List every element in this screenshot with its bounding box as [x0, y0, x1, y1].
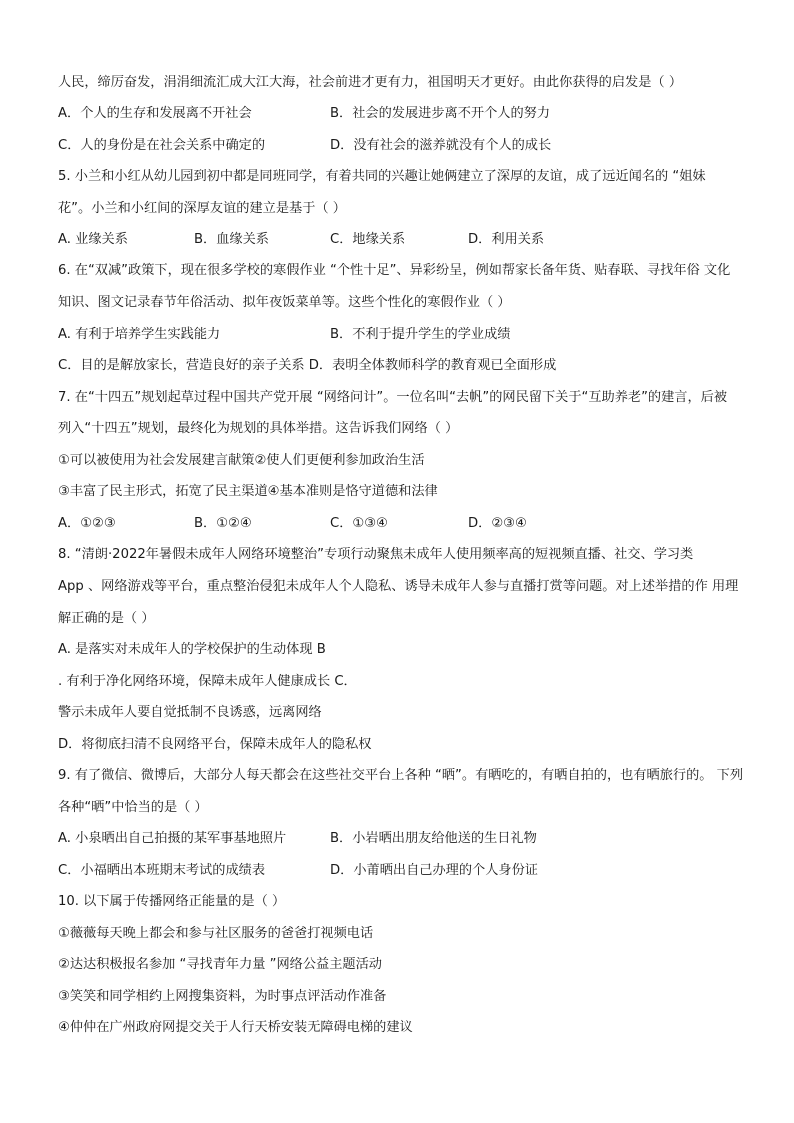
q8-option-line3: 警示未成年人要自觉抵制不良诱惑，远离网络 — [58, 705, 322, 720]
q9-option-d: D．小莆晒出自己办理的个人身份证 — [330, 863, 538, 878]
q7-statement-1-2: ①可以被使用为社会发展建言献策②使人们更便利参加政治生活 — [58, 453, 425, 468]
q5-option-b: B．血缘关系 — [194, 232, 269, 247]
q6-stem-line2: 知识、图文记录春节年俗活动、拟年夜饭菜单等。这些个性化的寒假作业（ ） — [58, 295, 511, 310]
q9-stem-line1: 9. 有了微信、微博后，大部分人每天都会在这些社交平台上各种 “晒”。有晒吃的，有晒自拍的，也有晒旅行的。 下列 — [58, 768, 744, 783]
q6-option-b: B．不利于提升学生的学业成绩 — [330, 327, 511, 342]
q8-option-line1: A. 是落实对未成年人的学校保护的生动体现 B — [58, 642, 326, 657]
q5-stem-line1: 5. 小兰和小红从幼儿园到初中都是同班同学，有着共同的兴趣让她俩建立了深厚的友谊，成了远近闻名的 “姐妹 — [58, 169, 706, 184]
q4-option-b: B．社会的发展进步离不开个人的努力 — [330, 106, 551, 121]
q8-option-line4: D．将彻底扫清不良网络平台，保障未成年人的隐私权 — [58, 737, 372, 752]
q7-statement-3-4: ③丰富了民主形式，拓宽了民主渠道④基本准则是恪守道德和法律 — [58, 484, 438, 499]
q6-options-row2: C．目的是解放家长，营造良好的亲子关系 D．表明全体教师科学的教育观已全面形成 — [58, 358, 557, 373]
q5-option-c: C．地缘关系 — [330, 232, 406, 247]
q4-option-d: D．没有社会的滋养就没有个人的成长 — [330, 138, 552, 153]
q7-option-b: B．①②④ — [194, 516, 252, 531]
q10-statement-3: ③笑笑和同学相约上网搜集资料，为时事点评活动作准备 — [58, 989, 387, 1004]
q5-stem-line2: 花”。小兰和小红间的深厚友谊的建立是基于（ ） — [58, 201, 346, 216]
q8-option-line2: . 有利于净化网络环境，保障未成年人健康成长 C． — [58, 674, 357, 689]
q10-statement-4: ④仲仲在广州政府网提交关于人行天桥安装无障碍电梯的建议 — [58, 1020, 413, 1035]
q7-option-a: A．①②③ — [58, 516, 116, 531]
q4-stem-continued: 人民，缔厉奋发，涓涓细流汇成大江大海，社会前进才更有力，祖国明天才更好。由此你获得的启发是（ ） — [58, 75, 683, 90]
q8-stem-line3: 解正确的是（ ） — [58, 611, 155, 626]
q6-option-a: A. 有利于培养学生实践能力 — [58, 327, 221, 342]
q7-option-c: C．①③④ — [330, 516, 388, 531]
q4-option-c: C．人的身份是在社会关系中确定的 — [58, 138, 266, 153]
q7-stem-line2: 列入“十四五”规划，最终化为规划的具体举措。这告诉我们网络（ ） — [58, 421, 459, 436]
q10-statement-1: ①薇薇每天晚上都会和参与社区服务的爸爸打视频电话 — [58, 926, 374, 941]
q5-option-a: A. 业缘关系 — [58, 232, 128, 247]
q6-stem-line1: 6. 在“双减”政策下，现在很多学校的寒假作业 “个性十足”、异彩纷呈，例如帮家长备年货、贴春联、寻找年俗 文化 — [58, 263, 731, 278]
q9-stem-line2: 各种“晒”中恰当的是（ ） — [58, 800, 208, 815]
q9-option-a: A. 小泉晒出自己拍摄的某军事基地照片 — [58, 831, 287, 846]
q7-stem-line1: 7. 在“十四五”规划起草过程中国共产党开展 “网络问计”。一位名叫“去帆”的网民留下关于“互助养老”的建言，后被 — [58, 390, 728, 405]
q10-stem: 10. 以下属于传播网络正能量的是（ ） — [58, 894, 286, 909]
q4-option-a: A．个人的生存和发展离不开社会 — [58, 106, 252, 121]
q9-option-b: B．小岩晒出朋友给他送的生日礼物 — [330, 831, 537, 846]
q5-option-d: D．利用关系 — [468, 232, 545, 247]
q8-stem-line1: 8. “清朗·2022年暑假未成年人网络环境整治”专项行动聚焦未成年人使用频率高的短视频直播、社交、学习类 — [58, 547, 694, 562]
q9-option-c: C．小福晒出本班期末考试的成绩表 — [58, 863, 266, 878]
q10-statement-2: ②达达积极报名参加 “寻找青年力量 ”网络公益主题活动 — [58, 957, 382, 972]
q8-stem-line2: App 、网络游戏等平台，重点整治侵犯未成年人个人隐私、诱导未成年人参与直播打赏等问题。对上述举措的作 用理 — [58, 579, 739, 594]
q7-option-d: D．②③④ — [468, 516, 527, 531]
